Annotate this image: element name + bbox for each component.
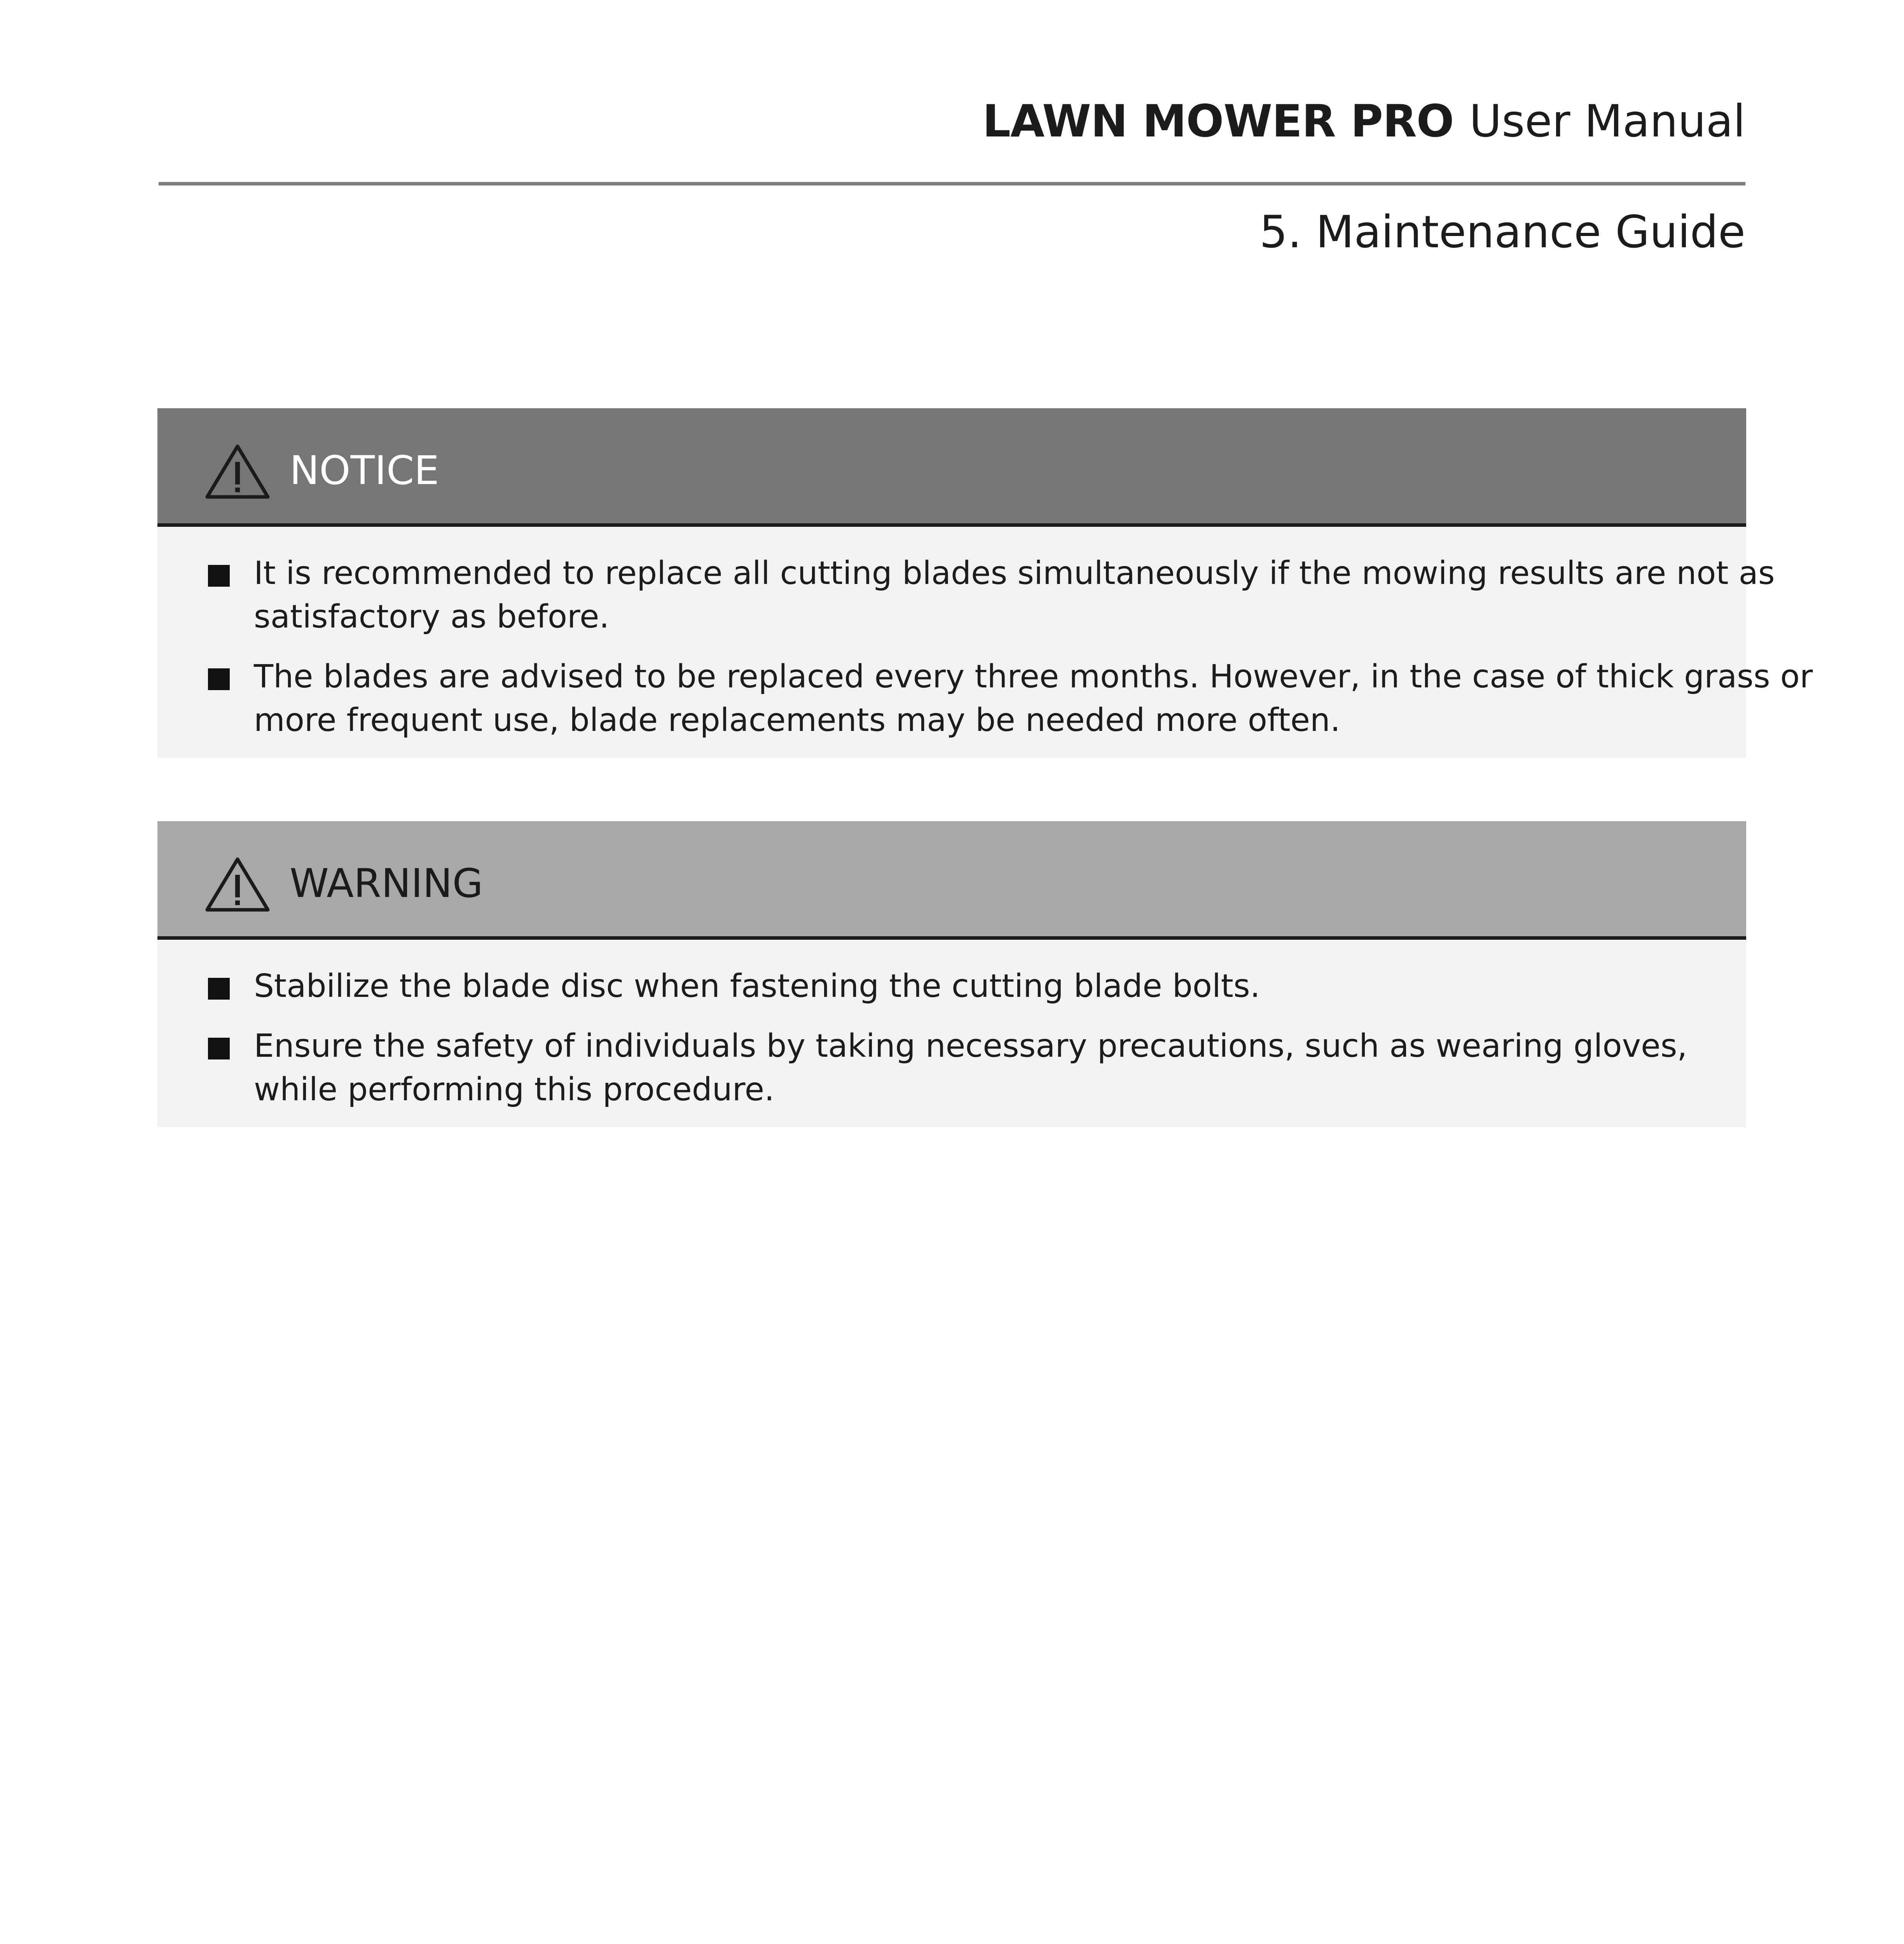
warning-body <box>157 940 1746 1127</box>
list-item-line: The blades are advised to be replaced every three months. However, in the case of thick grass or <box>254 658 1813 695</box>
notice-header <box>157 408 1746 527</box>
warning-label: WARNING <box>290 860 483 907</box>
list-item-line: It is recommended to replace all cutting blades simultaneously if the mowing results are not as <box>254 555 1775 592</box>
notice-callout <box>157 408 1813 758</box>
warning-triangle-icon <box>204 855 271 914</box>
section-title: 5. Maintenance Guide <box>1259 206 1745 258</box>
list-item <box>157 1024 1746 1112</box>
list-item-line: Stabilize the blade disc when fastening the cutting blade bolts. <box>254 968 1260 1005</box>
product-name: LAWN MOWER PRO <box>982 95 1454 147</box>
warning-header <box>157 821 1746 940</box>
bullet-square-icon <box>208 1038 230 1059</box>
header-divider <box>159 182 1745 185</box>
notice-label: NOTICE <box>290 448 439 494</box>
list-item-line: while performing this procedure. <box>254 1071 775 1108</box>
bullet-square-icon <box>208 978 230 1000</box>
list-item-line: Ensure the safety of individuals by taking necessary precautions, such as wearing gloves, <box>254 1028 1687 1065</box>
list-item-line: more frequent use, blade replacements may be needed more often. <box>254 702 1340 739</box>
bullet-square-icon <box>208 668 230 690</box>
warning-callout <box>157 821 1746 1127</box>
notice-body <box>157 527 1813 758</box>
list-item-line: satisfactory as before. <box>254 598 610 635</box>
manual-header-title <box>982 95 1745 147</box>
list-item <box>157 655 1813 742</box>
document-type: User Manual <box>1469 95 1745 147</box>
list-item <box>157 552 1775 639</box>
warning-triangle-icon <box>204 442 271 501</box>
bullet-square-icon <box>208 565 230 587</box>
list-item <box>157 965 1746 1008</box>
